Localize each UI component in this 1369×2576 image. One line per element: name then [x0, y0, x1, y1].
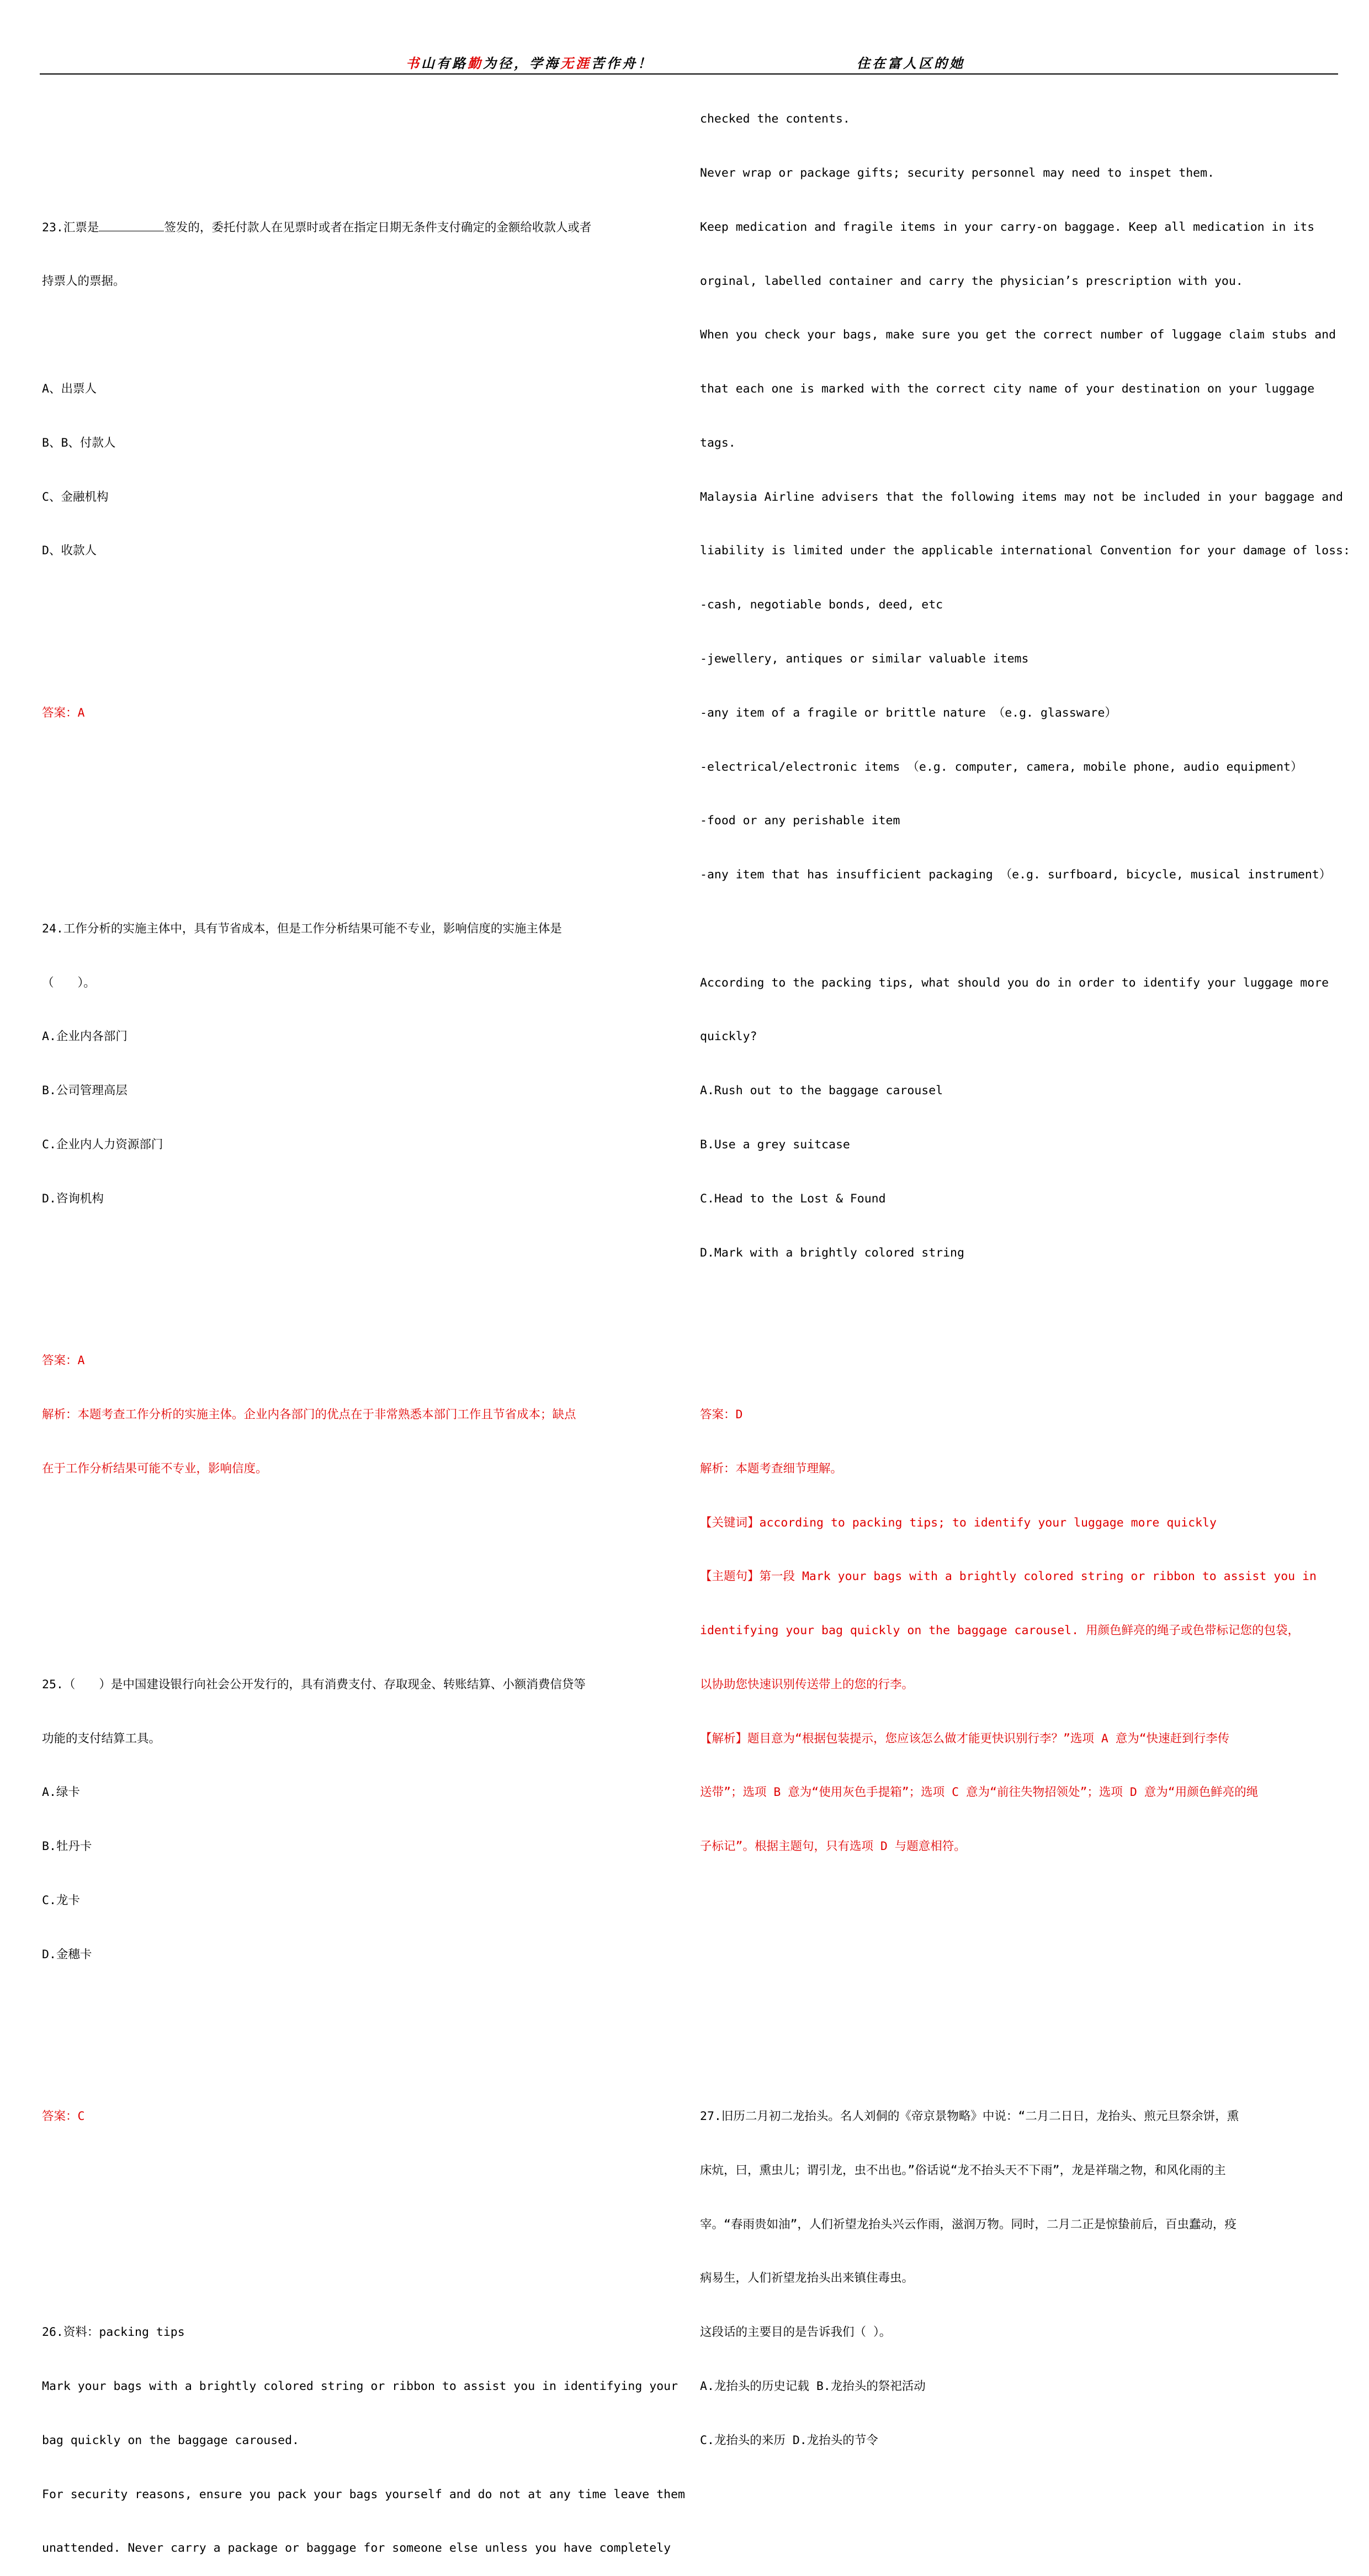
- q23-option-b: B、B、付款人: [42, 436, 116, 450]
- q26-passage-line: checked the contents.: [700, 112, 850, 126]
- header-motto: [406, 52, 653, 72]
- q27-stem-line: 病易生，人们祈望龙抬头出来镇住毒虫。: [700, 2271, 914, 2286]
- q26-passage-line: -food or any perishable item: [700, 814, 900, 828]
- q23-stem-line1: 23.汇票是 签发的，委托付款人在见票时或者在指定日期无条件支付确定的金额给收款人或者: [42, 219, 677, 237]
- motto-part: 为径，学海: [483, 55, 560, 71]
- q26-analysis-line: 解析：本题考查细节理解。: [700, 1461, 843, 1476]
- q27-options-line: A.龙抬头的历史记载 B.龙抬头的祭祀活动: [700, 2379, 926, 2393]
- motto-part: 勤: [468, 55, 483, 71]
- q25-answer: 答案：C: [42, 2109, 85, 2124]
- q26-passage-line: 26.资料：packing tips: [42, 2325, 185, 2340]
- q24-option-a: A.企业内各部门: [42, 1030, 128, 1044]
- q24-analysis-line2: 在于工作分析结果可能不专业，影响信度。: [42, 1461, 268, 1476]
- q25-stem-line2: 功能的支付结算工具。: [42, 1731, 161, 1746]
- q23-option-a: A、出票人: [42, 382, 97, 396]
- q26-passage-line: that each one is marked with the correct city name of your destination on your luggage: [700, 382, 1315, 396]
- q24-stem-line1: 24.工作分析的实施主体中，具有节省成本，但是工作分析结果可能不专业，影响信度的实施主体是: [42, 921, 562, 936]
- q24-answer: 答案：A: [42, 1354, 85, 1368]
- motto-part: 书: [406, 55, 421, 71]
- q26-passage-line: Mark your bags with a brightly colored string or ribbon to assist you in identifying your: [42, 2379, 678, 2393]
- q24-option-b: B.公司管理高层: [42, 1084, 128, 1098]
- q26-option-d: D.Mark with a brightly colored string: [700, 1245, 964, 1260]
- q26-passage-line: -any item that has insufficient packaging （e.g. surfboard, bicycle, musical instrument）: [700, 868, 1331, 882]
- motto-part: 无涯: [560, 55, 591, 71]
- q26-passage-line: unattended. Never carry a package or baggage for someone else unless you have completely: [42, 2541, 671, 2556]
- q26-analysis-line: 以协助您快速识别传送带上的您的行李。: [700, 1677, 914, 1692]
- q26-passage-line: -electrical/electronic items （e.g. computer, camera, mobile phone, audio equipment）: [700, 760, 1303, 774]
- q23-option-c: C、金融机构: [42, 490, 109, 504]
- q26-analysis-line: identifying your bag quickly on the baggage carousel. 用颜色鲜亮的绳子或色带标记您的包袋，: [700, 1624, 1299, 1638]
- q26-option-a: A.Rush out to the baggage carousel: [700, 1084, 943, 1098]
- header-right-title: 住在富人区的她: [857, 55, 965, 71]
- q26-passage-line: Malaysia Airline advisers that the following items may not be included in your baggage and: [700, 490, 1343, 504]
- q26-passage-line: Never wrap or package gifts; security personnel may need to inspet them.: [700, 166, 1214, 180]
- q26-analysis-line: 送带”；选项 B 意为“使用灰色手提箱”；选项 C 意为“前往失物招领处”；选项 D 意为“用颜色鲜亮的绳: [700, 1785, 1259, 1800]
- q24-stem-line2: （ ）。: [42, 976, 95, 990]
- page-header: [40, 52, 1338, 75]
- q26-passage-line: Keep medication and fragile items in your carry-on baggage. Keep all medication in its: [700, 220, 1315, 234]
- q26-analysis-line: 【主题句】第一段 Mark your bags with a brightly colored string or ribbon to assist you in: [700, 1570, 1317, 1584]
- q24-option-c: C.企业内人力资源部门: [42, 1138, 163, 1152]
- q26-passage-line: -jewellery, antiques or similar valuable items: [700, 652, 1029, 666]
- q25-option-b: B.牡丹卡: [42, 1840, 92, 1854]
- q26-analysis-line: 【解析】题目意为“根据包装提示，您应该怎么做才能更快识别行李？”选项 A 意为“快速赶到行李传: [700, 1731, 1230, 1746]
- q26-passage-line: -cash, negotiable bonds, deed, etc: [700, 598, 943, 612]
- q23-answer: 答案：A: [42, 706, 85, 720]
- q26-answer: 答案：D: [700, 1407, 743, 1422]
- q23-stem-line2: 持票人的票据。: [42, 274, 125, 288]
- q26-passage-line: -any item of a fragile or brittle nature （e.g. glassware）: [700, 706, 1117, 720]
- q26-passage-line: bag quickly on the baggage caroused.: [42, 2433, 299, 2447]
- motto-part: 苦作舟！: [591, 55, 653, 71]
- q25-option-a: A.绿卡: [42, 1785, 80, 1800]
- right-column: [700, 75, 1350, 2468]
- q26-question-line1: According to the packing tips, what should you do in order to identify your luggage more: [700, 976, 1329, 990]
- q24-option-d: D.咨询机构: [42, 1191, 104, 1206]
- q26-analysis-line: 【关键词】according to packing tips; to identify your luggage more quickly: [700, 1515, 1217, 1530]
- q26-passage-line: liability is limited under the applicable international Convention for your damage of loss:: [700, 544, 1350, 558]
- q25-stem-line1: 25.（ ）是中国建设银行向社会公开发行的，具有消费支付、存取现金、转账结算、小额消费信贷等: [42, 1677, 586, 1692]
- motto-part: 山有路: [421, 55, 468, 71]
- q27-stem-line: 27.旧历二月初二龙抬头。名人刘侗的《帝京景物略》中说：“二月二日日，龙抬头、煎元旦祭余饼，熏: [700, 2109, 1239, 2124]
- q24-analysis-line1: 解析：本题考查工作分析的实施主体。企业内各部门的优点在于非常熟悉本部门工作且节省成本；缺点: [42, 1407, 576, 1422]
- q26-passage-line: For security reasons, ensure you pack your bags yourself and do not at any time leave them: [42, 2487, 685, 2501]
- q26-passage-line: orginal, labelled container and carry the physician’s prescription with you.: [700, 274, 1243, 288]
- q26-option-c: C.Head to the Lost & Found: [700, 1191, 886, 1206]
- q25-option-c: C.龙卡: [42, 1893, 80, 1907]
- q27-stem-line: 床炕，曰，熏虫儿；谓引龙，虫不出也。”俗话说“龙不抬头天不下雨”，龙是祥瑞之物，和风化雨的主: [700, 2163, 1226, 2177]
- q23-option-d: D、收款人: [42, 544, 97, 558]
- q27-options-line: C.龙抬头的来历 D.龙抬头的节令: [700, 2433, 878, 2447]
- q27-stem-line: 宰。“春雨贵如油”，人们祈望龙抬头兴云作雨，滋润万物。同时，二月二正是惊蛰前后，百虫蠢动，疫: [700, 2217, 1237, 2232]
- q26-option-b: B.Use a grey suitcase: [700, 1138, 850, 1152]
- q27-stem-line: 这段话的主要目的是告诉我们（ ）。: [700, 2325, 892, 2340]
- q26-passage-line: When you check your bags, make sure you get the correct number of luggage claim stubs and: [700, 328, 1336, 342]
- q26-analysis-line: 子标记”。根据主题句，只有选项 D 与题意相符。: [700, 1840, 966, 1854]
- q23-blank: [99, 219, 164, 231]
- left-column: [42, 75, 685, 2576]
- q26-question-line2: quickly?: [700, 1030, 757, 1044]
- q26-passage-line: tags.: [700, 436, 736, 450]
- q25-option-d: D.金穗卡: [42, 1947, 92, 1962]
